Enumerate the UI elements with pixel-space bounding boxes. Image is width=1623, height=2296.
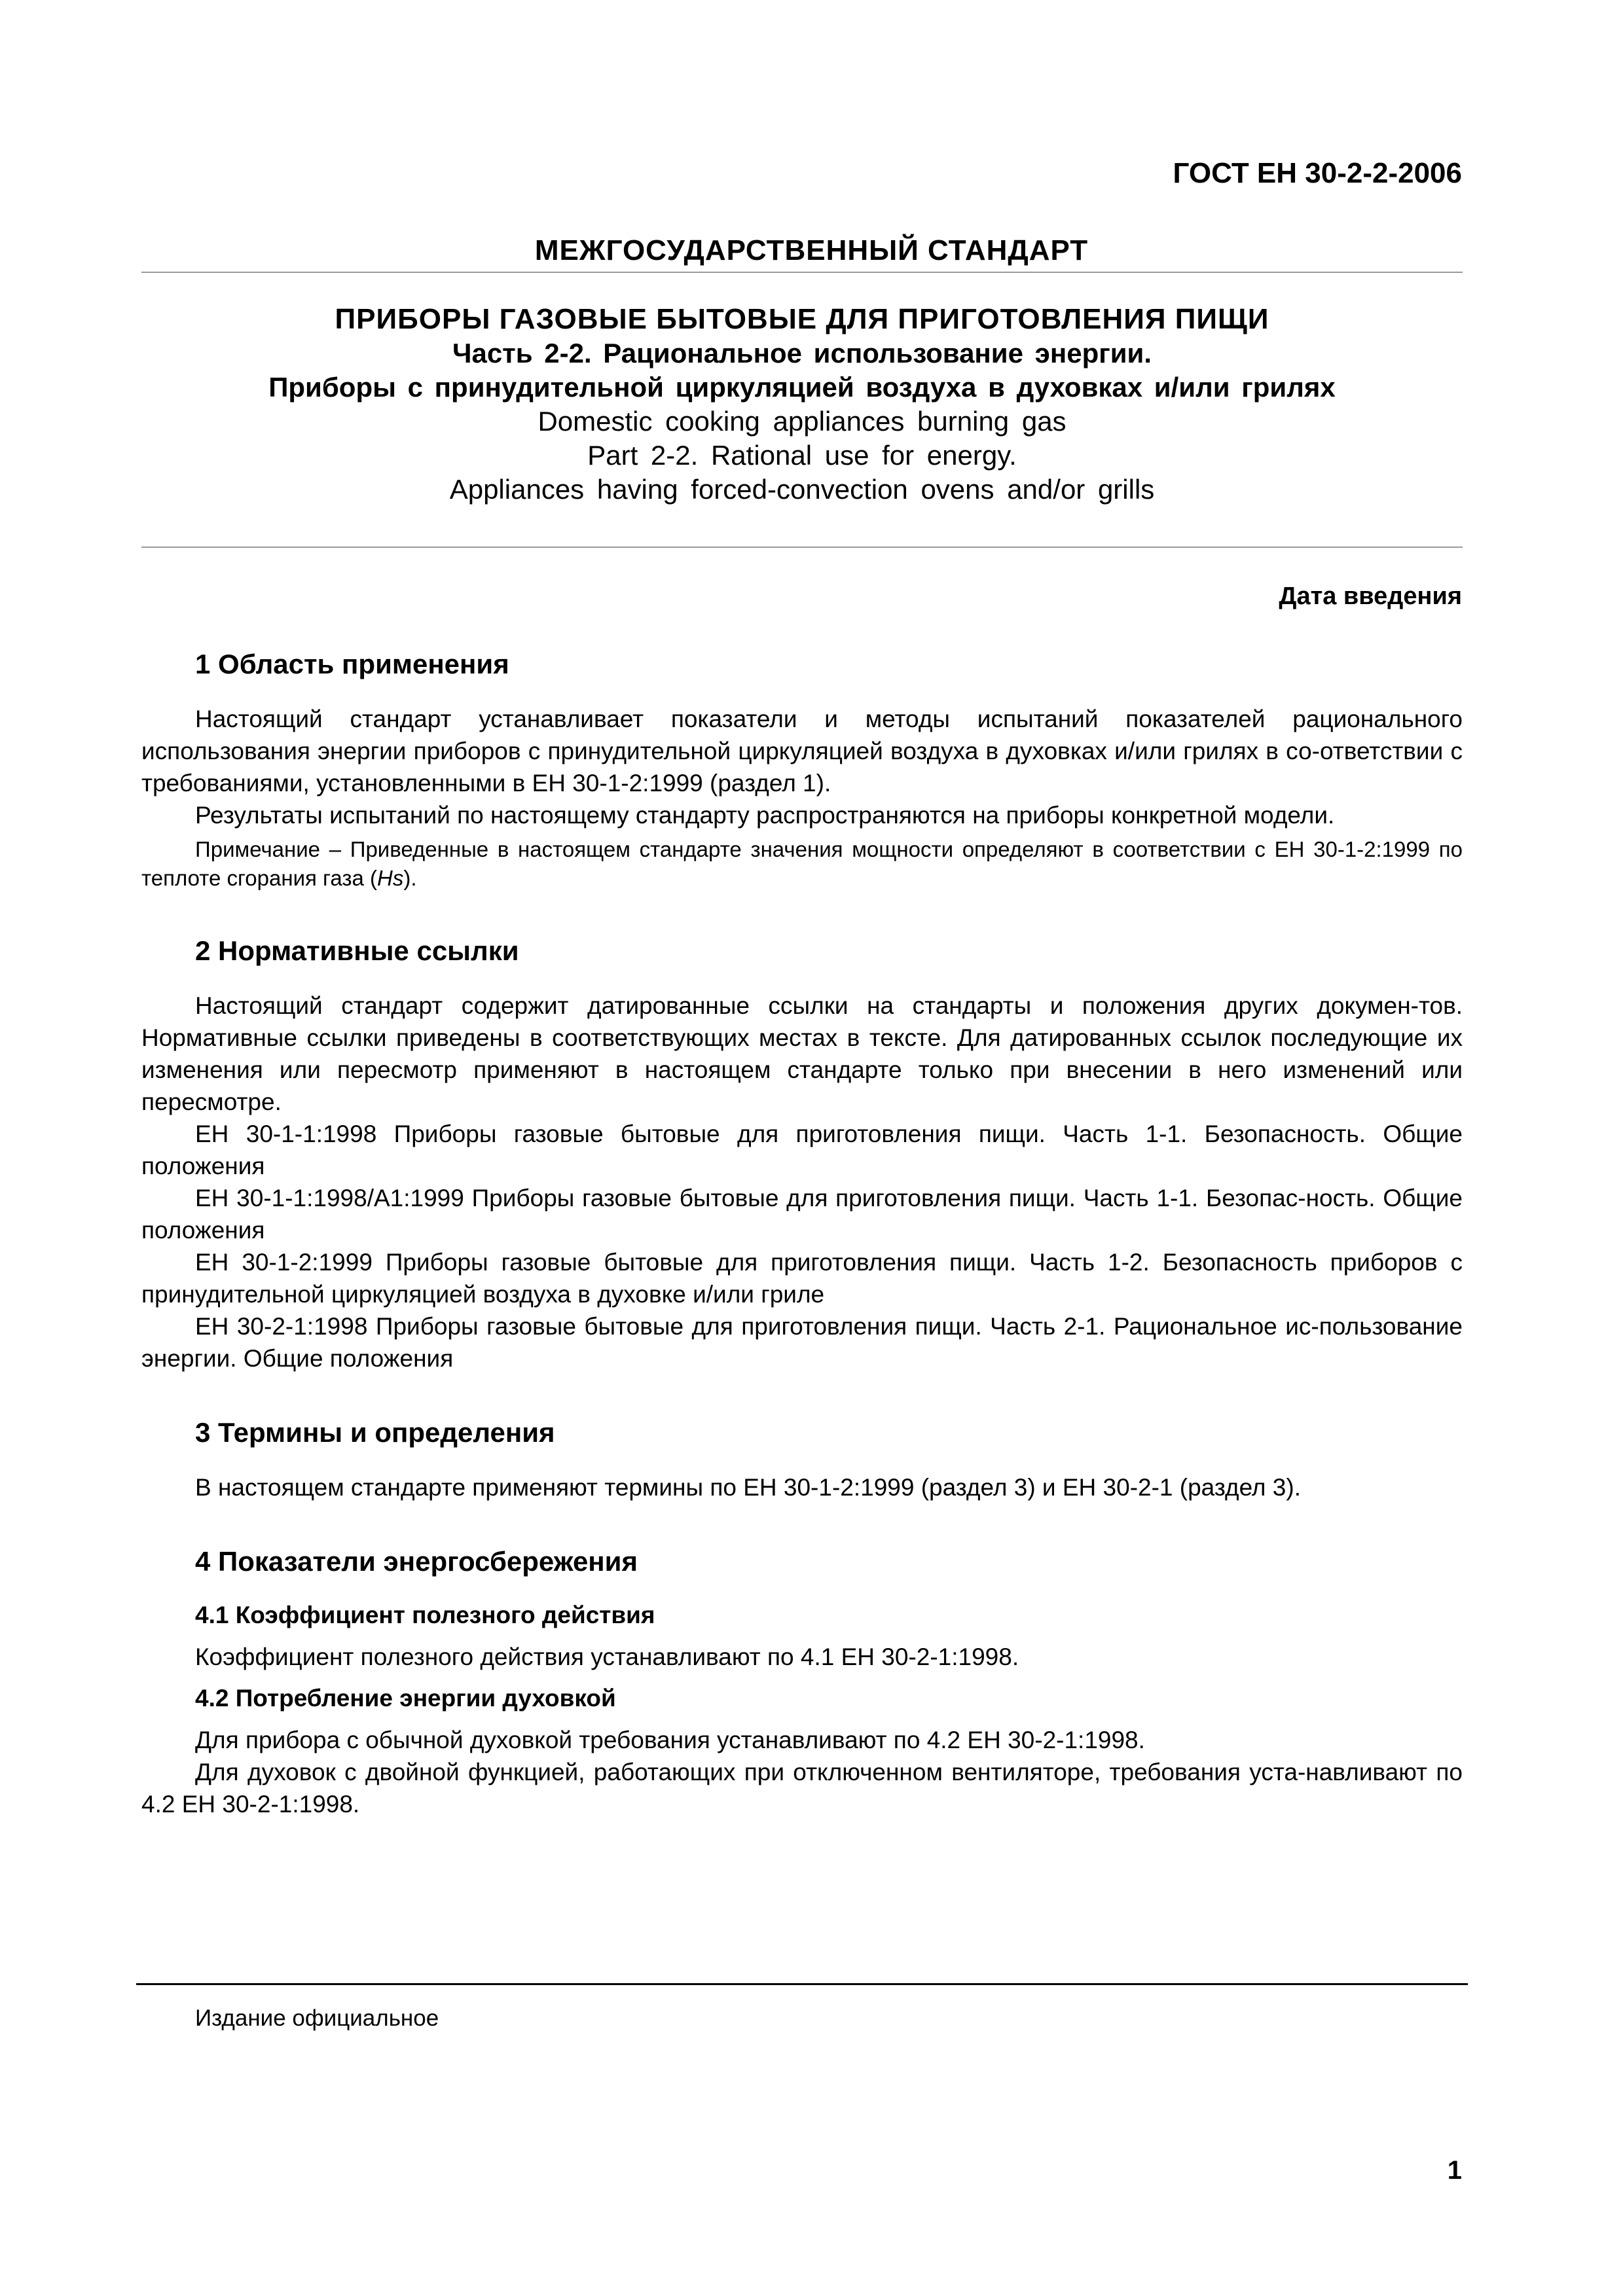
title-divider xyxy=(141,547,1463,548)
subsection-efficiency xyxy=(141,1600,1463,1673)
note-end: ). xyxy=(403,866,417,890)
note-symbol: Hs xyxy=(377,866,404,890)
reference-item: ЕН 30-2-1:1998 Приборы газовые бытовые для приготовления пищи. Часть 2-1. Рациональное ис-пользование энергии. Общие положения xyxy=(141,1313,1463,1372)
title-main: ПРИБОРЫ ГАЗОВЫЕ БЫТОВЫЕ ДЛЯ ПРИГОТОВЛЕНИЯ ПИЩИ xyxy=(335,303,1269,335)
subsection-heading: 4.1 Коэффициент полезного действия xyxy=(195,1602,655,1628)
title-appliances: Приборы с принудительной циркуляцией воздуха в духовках и/или грилях xyxy=(268,372,1336,403)
note xyxy=(141,835,1463,893)
title-en-appliances: Appliances having forced-convection ovens and/or grills xyxy=(449,474,1155,505)
subsection-oven-consumption xyxy=(141,1683,1463,1820)
paragraph: Коэффициент полезного действия устанавливают по 4.1 ЕН 30-2-1:1998. xyxy=(195,1643,1019,1670)
section-terms xyxy=(141,1416,1463,1503)
standard-designation: ГОСТ ЕН 30-2-2-2006 xyxy=(1173,157,1462,189)
footer-divider xyxy=(136,1983,1468,1985)
paragraph: Настоящий стандарт содержит датированные ссылки на стандарты и положения других докумен-тов. Нормативные ссылки приведены в соответствующих местах в тексте. Для датированных ссылок последующие их изменения или пересмотр применяют в настоящем стандарте только при внесении в него изменений или пересмотре. xyxy=(141,992,1463,1115)
section-scope xyxy=(141,648,1463,893)
document-body xyxy=(141,648,1463,1862)
section-energy-indicators xyxy=(141,1545,1463,1820)
official-edition-label: Издание официальное xyxy=(195,2005,439,2031)
title-en-main: Domestic cooking appliances burning gas xyxy=(538,406,1067,437)
note-text: Примечание – Приведенные в настоящем стандарте значения мощности определяют в соответствии с ЕН 30-1-2:1999 по теплоте сгорания газа ( xyxy=(141,837,1463,890)
subsection-heading: 4.2 Потребление энергии духовкой xyxy=(195,1685,616,1712)
paragraph: Для духовок с двойной функцией, работающих при отключенном вентиляторе, требования уста-навливают по 4.2 ЕН 30-2-1:1998. xyxy=(141,1759,1463,1818)
reference-item: ЕН 30-1-1:1998/A1:1999 Приборы газовые бытовые для приготовления пищи. Часть 1-1. Безопас-ность. Общие положения xyxy=(141,1185,1463,1244)
section-heading: 2 Нормативные ссылки xyxy=(195,935,519,966)
paragraph: Настоящий стандарт устанавливает показатели и методы испытаний показателей рационального использования энергии приборов с принудительной циркуляцией воздуха в духовках и/или грилях в со-ответствии с требованиями, установленными в ЕН 30-1-2:1999 (раздел 1). xyxy=(141,706,1463,797)
paragraph: Результаты испытаний по настоящему стандарту распространяются на приборы конкретной модели. xyxy=(195,802,1335,829)
title-part: Часть 2-2. Рациональное использование энергии. xyxy=(452,338,1152,368)
title-en-part: Part 2-2. Rational use for energy. xyxy=(587,440,1017,471)
section-heading: 4 Показатели энергосбережения xyxy=(195,1546,638,1577)
interstate-standard-label: МЕЖГОСУДАРСТВЕННЫЙ СТАНДАРТ xyxy=(534,234,1089,266)
reference-item: ЕН 30-1-1:1998 Приборы газовые бытовые для приготовления пищи. Часть 1-1. Безопасность. Общие положения xyxy=(141,1121,1463,1179)
paragraph: В настоящем стандарте применяют термины по ЕН 30-1-2:1999 (раздел 3) и ЕН 30-2-1 (раздел 3). xyxy=(195,1474,1301,1501)
page-number: 1 xyxy=(1447,2156,1462,2185)
section-heading: 3 Термины и определения xyxy=(195,1417,555,1448)
paragraph: Для прибора с обычной духовкой требования устанавливают по 4.2 ЕН 30-2-1:1998. xyxy=(195,1727,1145,1753)
reference-item: ЕН 30-1-2:1999 Приборы газовые бытовые для приготовления пищи. Часть 1-2. Безопасность приборов с принудительной циркуляцией воздуха в духовке и/или гриле xyxy=(141,1249,1463,1308)
introduction-date-label: Дата введения xyxy=(1279,583,1462,610)
top-divider xyxy=(141,272,1463,273)
title-block xyxy=(141,302,1463,507)
section-normative-references xyxy=(141,935,1463,1374)
section-heading: 1 Область применения xyxy=(195,649,509,679)
